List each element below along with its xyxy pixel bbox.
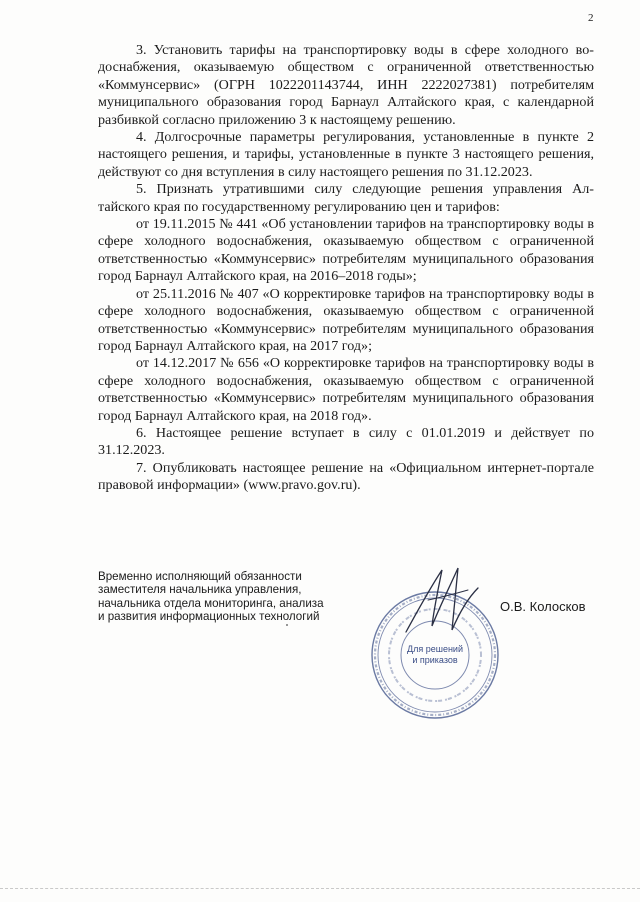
paragraph-repealed-decision-2015: от 19.11.2015 № 441 «Об установлении тарифов на транспортировку воды в сфере холодного водоснабжения, оказываемую обществом с ограниченной ответственностью «Коммунсервис» потребителям муниципального образования город Барнаул Алтайского края, на 2016–2018 годы»;	[98, 216, 594, 285]
paragraph-repealed-decision-2017: от 14.12.2017 № 656 «О корректировке тарифов на транспортировку воды в сфере холодного водоснабжения, оказываемую обществом с ограниченной ответственностью «Коммунсервис» потребителям муниципального образования город Барнаул Алтайского края, на 2018 год».	[98, 355, 594, 424]
page-bottom-edge	[0, 888, 640, 889]
paragraph-item-6: 6. Настоящее решение вступает в силу с 01.01.2019 и действует по 31.12.2023.	[98, 424, 594, 459]
paragraph-item-5: 5. Признать утратившими силу следующие решения управления Алтайского края по государственному регулированию цен и тарифов:	[98, 181, 594, 215]
signatory-title	[98, 570, 378, 624]
page-number: 2	[588, 12, 594, 24]
paragraph-item-4: 4. Долгосрочные параметры регулирования, установленные в пункте 2 настоящего решения, и тарифы, установленные в пункте 3 настоящего решения, действуют со дня вступления в силу настоящего решения по 31.12.2023.	[98, 129, 594, 180]
signatory-name: О.В. Колосков	[500, 599, 586, 614]
stamp-text-line: и приказов	[412, 655, 458, 665]
signatory-title-line: и развития информационных технологий	[98, 610, 320, 624]
signatory-title-line: заместителя начальника управления,	[98, 583, 302, 597]
paragraph-repealed-decision-2016: от 25.11.2016 № 407 «О корректировке тарифов на транспортировку воды в сфере холодного водоснабжения, оказываемую обществом с ограниченной ответственностью «Коммунсервис» потребителям муниципального образования город Барнаул Алтайского края, на 2017 год»;	[98, 285, 594, 354]
paragraph-item-7: 7. Опубликовать настоящее решение на «Официальном интернет-портале правовой информации» (www.pravo.gov.ru).	[98, 459, 594, 494]
scan-speck	[286, 624, 288, 626]
signatory-title-line: начальника отдела мониторинга, анализа	[98, 596, 324, 610]
signatory-title-line: Временно исполняющий обязанности	[98, 570, 302, 583]
paragraph-item-3: 3. Установить тарифы на транспортировку воды в сфере холодного водоснабжения, оказываемую обществом с ограниченной ответственностью «Коммунсервис» (ОГРН 1022201143744, ИНН 2222027381) потребителям муниципального образования город Барнаул Алтайского края, с календарной разбивкой согласно приложению 3 к настоящему решению.	[98, 42, 594, 128]
stamp-text-line: Для решений	[407, 644, 463, 654]
document-body	[98, 42, 594, 495]
handwritten-signature	[398, 560, 488, 640]
